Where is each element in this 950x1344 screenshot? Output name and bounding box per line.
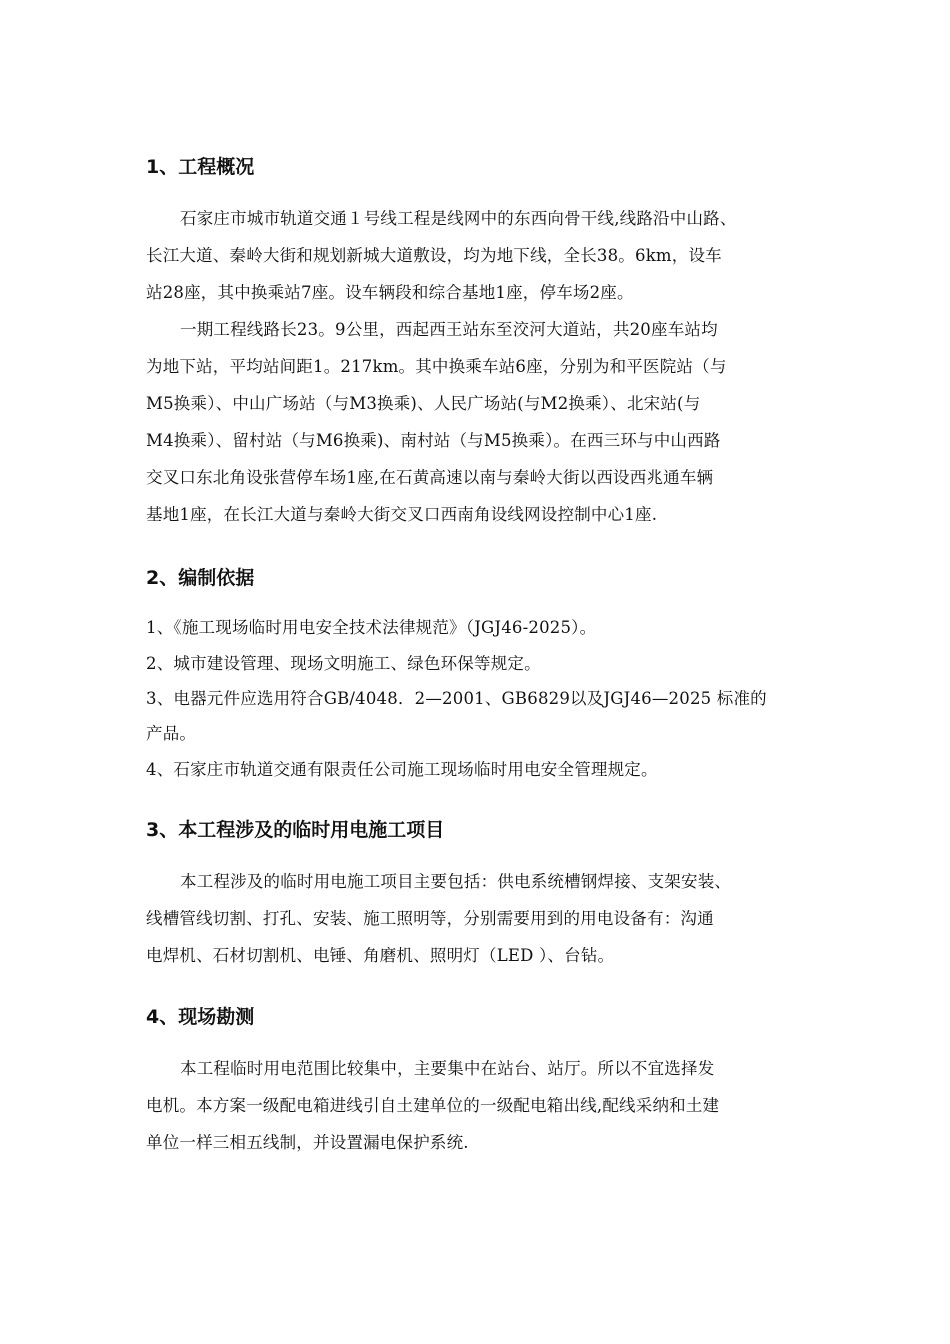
paragraph-line: 本工程涉及的临时用电施工项目主要包括：供电系统槽钢焊接、支架安装、 <box>180 872 732 891</box>
section-heading-overview: 1、工程概况 <box>146 156 255 178</box>
section-heading-survey: 4、现场勘测 <box>146 1006 255 1028</box>
list-item: 1、《施工现场临时用电安全技术法律规范》（JGJ46-2025）。 <box>146 618 597 637</box>
paragraph-line: 单位一样三相五线制，并设置漏电保护系统. <box>146 1133 469 1152</box>
paragraph-line: M5换乘）、中山广场站（与M3换乘)、人民广场站(与M2换乘）、北宋站(与 <box>146 394 701 413</box>
section-heading-basis: 2、编制依据 <box>146 567 255 589</box>
paragraph-line: 基地1座，在长江大道与秦岭大街交叉口西南角设线网设控制中心1座. <box>146 505 658 524</box>
list-item-continuation: 产品。 <box>146 724 197 743</box>
paragraph-line: 交叉口东北角设张营停车场1座,在石黄高速以南与秦岭大街以西设西兆通车辆 <box>146 468 714 487</box>
list-item: 4、石家庄市轨道交通有限责任公司施工现场临时用电安全管理规定。 <box>146 760 658 779</box>
paragraph-line: 为地下站，平均站间距1。217km。其中换乘车站6座，分别为和平医院站（与 <box>146 357 727 376</box>
paragraph-line: 站28座，其中换乘站7座。设车辆段和综合基地1座，停车场2座。 <box>146 283 634 302</box>
paragraph-line: 电焊机、石材切割机、电锤、角磨机、照明灯（LED ）、台钻。 <box>146 946 615 965</box>
list-item: 3、电器元件应选用符合GB/4048．2—2001、GB6829以及JGJ46—2025 标准的 <box>146 689 767 708</box>
paragraph-line: 线槽管线切割、打孔、安装、施工照明等，分别需要用到的用电设备有：沟通 <box>146 909 714 928</box>
paragraph-line: 电机。本方案一级配电箱进线引自土建单位的一级配电箱出线,配线采纳和土建 <box>146 1096 720 1115</box>
paragraph-line: 石家庄市城市轨道交通１号线工程是线网中的东西向骨干线,线路沿中山路、 <box>180 209 737 228</box>
paragraph-line: M4换乘）、留村站（与M6换乘)、南村站（与M5换乘）。在西三环与中山西路 <box>146 431 721 450</box>
paragraph-line: 本工程临时用电范围比较集中，主要集中在站台、站厅。所以不宜选择发 <box>180 1059 715 1078</box>
paragraph-line: 一期工程线路长23。9公里，西起西王站东至洨河大道站，共20座车站均 <box>180 320 718 339</box>
list-item: 2、城市建设管理、现场文明施工、绿色环保等规定。 <box>146 654 541 673</box>
section-heading-projects: 3、本工程涉及的临时用电施工项目 <box>146 819 445 841</box>
paragraph-line: 长江大道、秦岭大街和规划新城大道敷设，均为地下线，全长38。6km，设车 <box>146 246 722 265</box>
